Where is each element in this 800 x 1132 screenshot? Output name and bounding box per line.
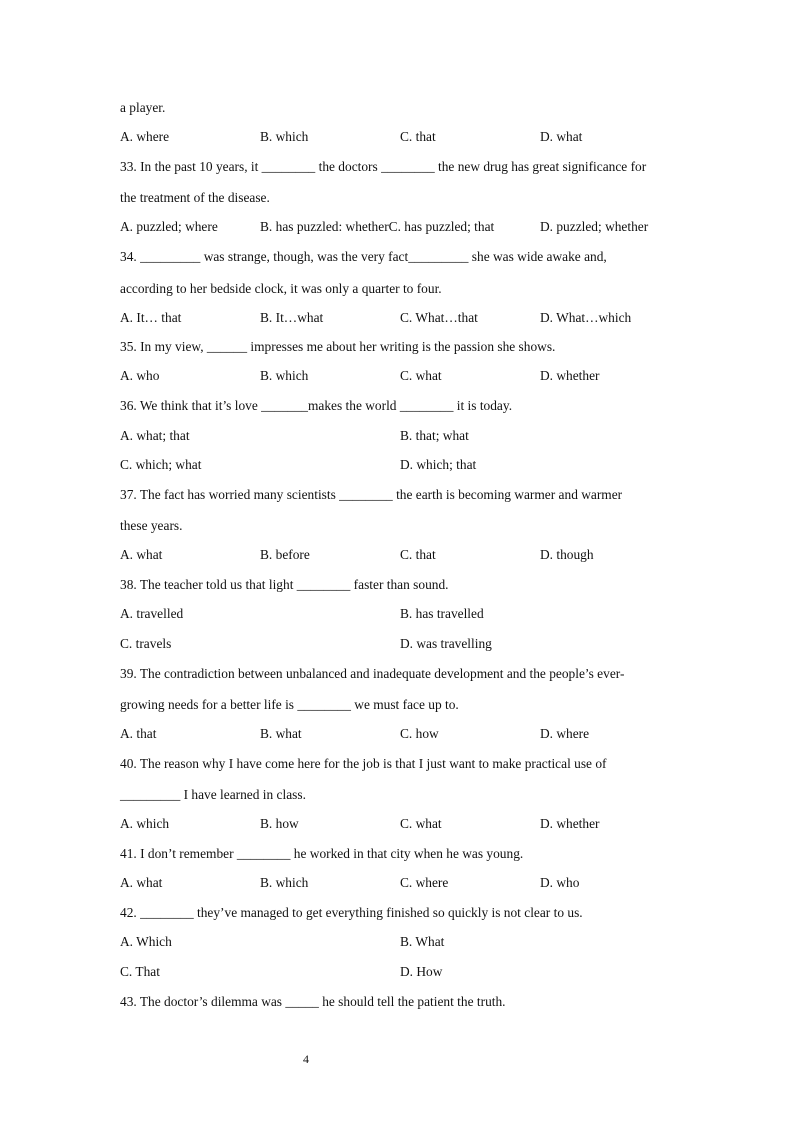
question-text: 42. ________ they’ve managed to get everything finished so quickly is not clear to us. xyxy=(120,905,583,920)
option-a: A. which xyxy=(120,816,170,831)
option-a: A. that xyxy=(120,726,157,741)
question-text-cont: _________ I have learned in class. xyxy=(120,787,306,802)
option-d: D. who xyxy=(540,875,580,890)
option-c: C. that xyxy=(400,547,436,562)
option-a: A. what xyxy=(120,875,163,890)
question-text: 39. The contradiction between unbalanced and inadequate development and the people’s ever- xyxy=(120,666,625,681)
option-b: B. has travelled xyxy=(400,606,484,621)
question-text: 36. We think that it’s love _______makes the world ________ it is today. xyxy=(120,398,513,413)
question-text: 37. The fact has worried many scientists ________ the earth is becoming warmer and warmer xyxy=(120,487,623,502)
option-b: B. what xyxy=(260,726,302,741)
question-text: 38. The teacher told us that light ________ faster than sound. xyxy=(120,577,449,592)
option-c: C. That xyxy=(120,964,160,979)
option-a: A. who xyxy=(120,368,160,383)
option-d: D. where xyxy=(540,726,590,741)
option-b: B. before xyxy=(260,547,310,562)
option-c: C. where xyxy=(400,875,449,890)
option-b: B. which xyxy=(260,368,309,383)
option-b: B. that; what xyxy=(400,428,469,443)
option-c: C. which; what xyxy=(120,457,202,472)
question-text: 41. I don’t remember ________ he worked in that city when he was young. xyxy=(120,846,524,861)
intro-line: a player. xyxy=(120,100,166,115)
option-d: D. whether xyxy=(540,816,600,831)
question-text: 33. In the past 10 years, it ________ the doctors ________ the new drug has great significance for xyxy=(120,159,647,174)
option-c: C. what xyxy=(400,368,442,383)
option-c: C. what xyxy=(400,816,442,831)
option-c: C. What…that xyxy=(400,310,478,325)
question-text-cont: the treatment of the disease. xyxy=(120,190,270,205)
question-text-cont: growing needs for a better life is ________ we must face up to. xyxy=(120,697,459,712)
option-a: A. puzzled; where xyxy=(120,219,218,234)
option-d: D. though xyxy=(540,547,594,562)
option-d: D. whether xyxy=(540,368,600,383)
option-b: B. which xyxy=(260,129,309,144)
option-a: A. Which xyxy=(120,934,172,949)
option-b: B. which xyxy=(260,875,309,890)
option-d: D. puzzled; whether xyxy=(540,219,649,234)
question-text-cont: these years. xyxy=(120,518,183,533)
option-d: D. what xyxy=(540,129,583,144)
option-a: A. travelled xyxy=(120,606,184,621)
option-a: A. what xyxy=(120,547,163,562)
option-b: B. how xyxy=(260,816,299,831)
option-c: C. how xyxy=(400,726,439,741)
option-a: A. where xyxy=(120,129,170,144)
option-d: D. What…which xyxy=(540,310,632,325)
option-c: C. that xyxy=(400,129,436,144)
option-b-c: B. has puzzled: whetherC. has puzzled; that xyxy=(260,219,495,234)
option-c: C. travels xyxy=(120,636,172,651)
question-text: 43. The doctor’s dilemma was _____ he should tell the patient the truth. xyxy=(120,994,506,1009)
option-a: A. what; that xyxy=(120,428,190,443)
option-d: D. which; that xyxy=(400,457,477,472)
question-text: 40. The reason why I have come here for the job is that I just want to make practical use of xyxy=(120,756,607,771)
option-a: A. It… that xyxy=(120,310,182,325)
question-text: 35. In my view, ______ impresses me about her writing is the passion she shows. xyxy=(120,339,556,354)
question-text: 34. _________ was strange, though, was the very fact_________ she was wide awake and, xyxy=(120,249,607,264)
option-b: B. What xyxy=(400,934,445,949)
page-number: 4 xyxy=(303,1052,309,1066)
option-d: D. How xyxy=(400,964,443,979)
question-text-cont: according to her bedside clock, it was only a quarter to four. xyxy=(120,281,442,296)
option-d: D. was travelling xyxy=(400,636,492,651)
option-b: B. It…what xyxy=(260,310,324,325)
